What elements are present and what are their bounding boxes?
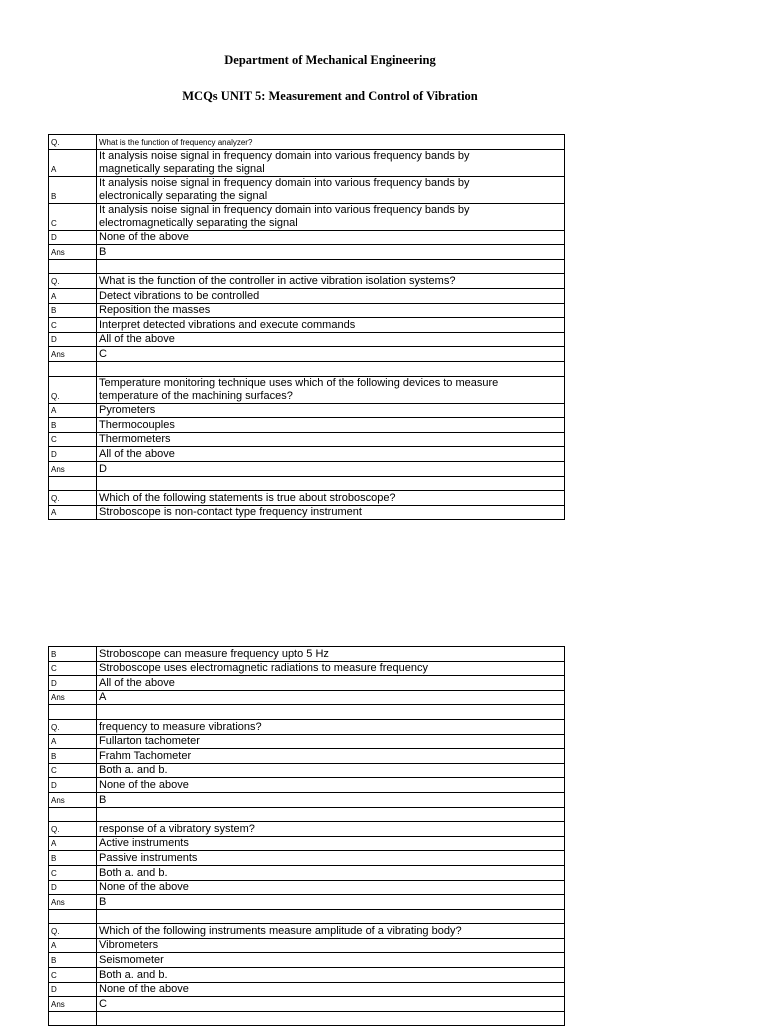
spacer-row bbox=[49, 807, 565, 822]
option-text: Frahm Tachometer bbox=[97, 749, 565, 764]
table-row bbox=[49, 719, 565, 734]
row-label: C bbox=[49, 661, 97, 676]
row-label: D bbox=[49, 982, 97, 997]
row-label: B bbox=[49, 953, 97, 968]
row-label: D bbox=[49, 332, 97, 347]
option-text: None of the above bbox=[97, 982, 565, 997]
table-row bbox=[49, 792, 565, 807]
table-row bbox=[49, 245, 565, 260]
option-text: Fullarton tachometer bbox=[97, 734, 565, 749]
table-row bbox=[49, 690, 565, 705]
unit-title: MCQs UNIT 5: Measurement and Control of Vibration bbox=[182, 89, 478, 103]
table-row bbox=[49, 274, 565, 289]
option-text: None of the above bbox=[97, 778, 565, 793]
option-text: None of the above bbox=[97, 230, 565, 245]
row-label: A bbox=[49, 734, 97, 749]
mcq-table-2 bbox=[48, 646, 565, 1026]
answer-text: B bbox=[97, 245, 565, 260]
row-label: D bbox=[49, 778, 97, 793]
row-label: Ans bbox=[49, 245, 97, 260]
table-row bbox=[49, 135, 565, 150]
empty-cell bbox=[49, 476, 97, 491]
empty-cell bbox=[49, 909, 97, 924]
empty-cell bbox=[97, 476, 565, 491]
table-row bbox=[49, 822, 565, 837]
answer-text: C bbox=[97, 347, 565, 362]
empty-cell bbox=[49, 705, 97, 720]
table-row bbox=[49, 318, 565, 333]
empty-cell bbox=[49, 807, 97, 822]
empty-cell bbox=[97, 807, 565, 822]
table-row bbox=[49, 447, 565, 462]
option-text: Both a. and b. bbox=[97, 865, 565, 880]
row-label: B bbox=[49, 418, 97, 433]
table-row bbox=[49, 491, 565, 506]
empty-cell bbox=[97, 705, 565, 720]
row-label: Ans bbox=[49, 347, 97, 362]
question-text: Which of the following instruments measure amplitude of a vibrating body? bbox=[97, 924, 565, 939]
spacer-row bbox=[49, 909, 565, 924]
row-label: C bbox=[49, 203, 97, 230]
empty-cell bbox=[97, 361, 565, 376]
row-label: D bbox=[49, 447, 97, 462]
table-row bbox=[49, 461, 565, 476]
option-text: Interpret detected vibrations and execute commands bbox=[97, 318, 565, 333]
option-text: It analysis noise signal in frequency domain into various frequency bands by magnetically separating the signal bbox=[97, 149, 565, 176]
empty-cell bbox=[49, 259, 97, 274]
row-label: C bbox=[49, 763, 97, 778]
option-text: Stroboscope uses electromagnetic radiations to measure frequency bbox=[97, 661, 565, 676]
table-row bbox=[49, 332, 565, 347]
answer-text: B bbox=[97, 895, 565, 910]
option-text: Thermometers bbox=[97, 432, 565, 447]
row-label: Q. bbox=[49, 719, 97, 734]
question-text: frequency to measure vibrations? bbox=[97, 719, 565, 734]
row-label: B bbox=[49, 749, 97, 764]
row-label: C bbox=[49, 865, 97, 880]
row-label: A bbox=[49, 836, 97, 851]
table-row bbox=[49, 303, 565, 318]
table-row bbox=[49, 661, 565, 676]
row-label: Q. bbox=[49, 135, 97, 150]
option-text: Stroboscope is non-contact type frequency instrument bbox=[97, 505, 565, 520]
table-row bbox=[49, 924, 565, 939]
row-label: B bbox=[49, 176, 97, 203]
row-label: Ans bbox=[49, 997, 97, 1012]
table-row bbox=[49, 836, 565, 851]
table-row bbox=[49, 432, 565, 447]
question-text: Which of the following statements is true about stroboscope? bbox=[97, 491, 565, 506]
row-label: Ans bbox=[49, 895, 97, 910]
question-text: response of a vibratory system? bbox=[97, 822, 565, 837]
option-text: Stroboscope can measure frequency upto 5 Hz bbox=[97, 647, 565, 662]
table-row bbox=[49, 865, 565, 880]
table-row bbox=[49, 968, 565, 983]
spacer-row bbox=[49, 361, 565, 376]
option-text: It analysis noise signal in frequency domain into various frequency bands by electromagnetically separating the signal bbox=[97, 203, 565, 230]
spacer-row bbox=[49, 705, 565, 720]
answer-text: D bbox=[97, 461, 565, 476]
row-label: Q. bbox=[49, 274, 97, 289]
row-label: Q. bbox=[49, 924, 97, 939]
table-row bbox=[49, 880, 565, 895]
table-row bbox=[49, 288, 565, 303]
answer-text: A bbox=[97, 690, 565, 705]
table-row bbox=[49, 230, 565, 245]
option-text: Vibrometers bbox=[97, 938, 565, 953]
table-row bbox=[49, 778, 565, 793]
option-text: All of the above bbox=[97, 447, 565, 462]
option-text: Passive instruments bbox=[97, 851, 565, 866]
option-text: Both a. and b. bbox=[97, 763, 565, 778]
option-text: Both a. and b. bbox=[97, 968, 565, 983]
row-label: A bbox=[49, 505, 97, 520]
row-label: B bbox=[49, 647, 97, 662]
table-row bbox=[49, 997, 565, 1012]
option-text: Seismometer bbox=[97, 953, 565, 968]
row-label: B bbox=[49, 303, 97, 318]
table-row bbox=[49, 418, 565, 433]
table-row bbox=[49, 376, 565, 403]
option-text: All of the above bbox=[97, 676, 565, 691]
option-text: It analysis noise signal in frequency domain into various frequency bands by electronically separating the signal bbox=[97, 176, 565, 203]
table-row bbox=[49, 647, 565, 662]
spacer-row bbox=[49, 476, 565, 491]
option-text: Thermocouples bbox=[97, 418, 565, 433]
table-row bbox=[49, 895, 565, 910]
row-label: Ans bbox=[49, 792, 97, 807]
row-label: A bbox=[49, 149, 97, 176]
row-label: D bbox=[49, 676, 97, 691]
option-text: All of the above bbox=[97, 332, 565, 347]
row-label: B bbox=[49, 851, 97, 866]
row-label: A bbox=[49, 288, 97, 303]
table-row bbox=[49, 176, 565, 203]
option-text: Detect vibrations to be controlled bbox=[97, 288, 565, 303]
row-label: Ans bbox=[49, 461, 97, 476]
table-row bbox=[49, 938, 565, 953]
department-heading: Department of Mechanical Engineering bbox=[224, 53, 436, 67]
answer-text: B bbox=[97, 792, 565, 807]
row-label: Q. bbox=[49, 376, 97, 403]
row-label: Q. bbox=[49, 822, 97, 837]
question-text: Temperature monitoring technique uses which of the following devices to measure temperature of the machining surfaces? bbox=[97, 376, 565, 403]
row-label: D bbox=[49, 880, 97, 895]
empty-cell bbox=[97, 259, 565, 274]
option-text: Pyrometers bbox=[97, 403, 565, 418]
table-row bbox=[49, 347, 565, 362]
table-row bbox=[49, 763, 565, 778]
table-row bbox=[49, 851, 565, 866]
table-row bbox=[49, 203, 565, 230]
question-text: What is the function of the controller in active vibration isolation systems? bbox=[97, 274, 565, 289]
table-row bbox=[49, 982, 565, 997]
table-row bbox=[49, 505, 565, 520]
empty-cell bbox=[97, 909, 565, 924]
table-row bbox=[49, 749, 565, 764]
row-label: A bbox=[49, 403, 97, 418]
question-text: What is the function of frequency analyzer? bbox=[97, 135, 565, 150]
empty-cell bbox=[49, 361, 97, 376]
row-label: D bbox=[49, 230, 97, 245]
row-label: C bbox=[49, 432, 97, 447]
table-row bbox=[49, 734, 565, 749]
table-row bbox=[49, 149, 565, 176]
option-text: Active instruments bbox=[97, 836, 565, 851]
option-text: Reposition the masses bbox=[97, 303, 565, 318]
table-row bbox=[49, 403, 565, 418]
row-label: C bbox=[49, 968, 97, 983]
row-label: C bbox=[49, 318, 97, 333]
mcq-table-1 bbox=[48, 134, 565, 520]
row-label: A bbox=[49, 938, 97, 953]
answer-text: C bbox=[97, 997, 565, 1012]
table-row bbox=[49, 676, 565, 691]
table-row bbox=[49, 953, 565, 968]
row-label: Q. bbox=[49, 491, 97, 506]
option-text: None of the above bbox=[97, 880, 565, 895]
row-label: Ans bbox=[49, 690, 97, 705]
spacer-row bbox=[49, 259, 565, 274]
